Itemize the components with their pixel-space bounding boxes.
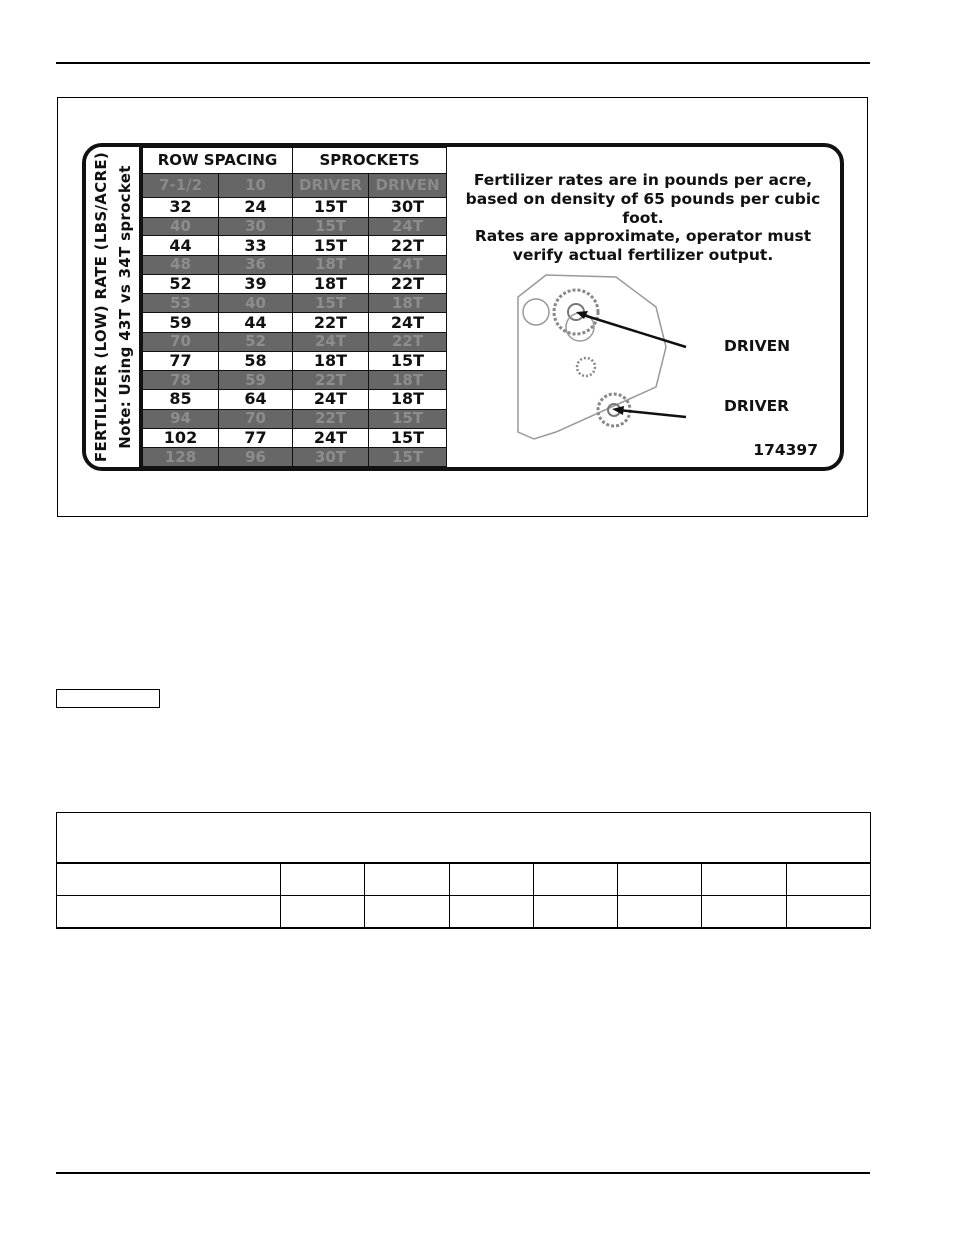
rate-row bbox=[143, 351, 447, 371]
table-cell bbox=[281, 896, 365, 929]
subheader-cell: 10 bbox=[219, 173, 293, 197]
rate-row bbox=[143, 274, 447, 294]
rate-cell: 59 bbox=[143, 313, 219, 333]
table-cell bbox=[57, 896, 281, 929]
decal-notes-panel bbox=[446, 147, 840, 467]
rate-cell: 30T bbox=[293, 448, 369, 467]
rate-cell: 78 bbox=[143, 371, 219, 390]
rate-row bbox=[143, 197, 447, 217]
row-spacing-header: ROW SPACING bbox=[143, 148, 293, 174]
rate-cell: 22T bbox=[369, 274, 447, 294]
rate-cell: 15T bbox=[369, 448, 447, 467]
rate-cell: 24T bbox=[369, 313, 447, 333]
rate-cell: 30T bbox=[369, 197, 447, 217]
rate-cell: 22T bbox=[293, 371, 369, 390]
approximate-note bbox=[446, 227, 840, 265]
rate-cell: 58 bbox=[219, 351, 293, 371]
rate-row bbox=[143, 428, 447, 448]
rate-cell: 18T bbox=[369, 390, 447, 410]
rate-table-subheader bbox=[143, 173, 447, 197]
rate-cell: 77 bbox=[143, 351, 219, 371]
sprocket-diagram bbox=[506, 267, 726, 442]
rate-row bbox=[143, 371, 447, 390]
rate-cell: 94 bbox=[143, 409, 219, 428]
rate-cell: 44 bbox=[143, 236, 219, 256]
rate-cell: 24T bbox=[369, 217, 447, 236]
rate-cell: 24 bbox=[219, 197, 293, 217]
footer-rule bbox=[56, 1172, 870, 1174]
rate-cell: 40 bbox=[219, 294, 293, 313]
table-cell bbox=[787, 896, 871, 929]
rate-cell: 15T bbox=[369, 409, 447, 428]
rate-row bbox=[143, 217, 447, 236]
driven-label: DRIVEN bbox=[724, 337, 791, 355]
part-number: 174397 bbox=[753, 441, 818, 459]
rate-cell: 52 bbox=[143, 274, 219, 294]
rate-cell: 44 bbox=[219, 313, 293, 333]
rate-cell: 18T bbox=[293, 256, 369, 275]
rate-cell: 96 bbox=[219, 448, 293, 467]
side-title: FERTILIZER (LOW) RATE (LBS/ACRE) bbox=[91, 151, 110, 463]
rate-cell: 39 bbox=[219, 274, 293, 294]
driver-label: DRIVER bbox=[724, 397, 790, 415]
rate-row bbox=[143, 448, 447, 467]
rate-row bbox=[143, 294, 447, 313]
rate-row bbox=[143, 332, 447, 351]
table-cell bbox=[450, 896, 534, 929]
rate-row bbox=[143, 390, 447, 410]
rate-cell: 24T bbox=[369, 256, 447, 275]
rate-cell: 59 bbox=[219, 371, 293, 390]
rate-table-header bbox=[143, 148, 447, 174]
table-row bbox=[57, 863, 871, 896]
empty-table-title-row bbox=[57, 813, 871, 864]
table-cell bbox=[534, 896, 618, 929]
table-cell bbox=[787, 863, 871, 896]
rate-cell: 15T bbox=[293, 294, 369, 313]
rate-table bbox=[142, 147, 447, 467]
rate-cell: 30 bbox=[219, 217, 293, 236]
fertilizer-rate-decal bbox=[82, 143, 844, 471]
rate-cell: 24T bbox=[293, 390, 369, 410]
table-cell bbox=[702, 863, 787, 896]
rate-cell: 64 bbox=[219, 390, 293, 410]
rate-cell: 48 bbox=[143, 256, 219, 275]
rate-cell: 15T bbox=[293, 217, 369, 236]
rate-cell: 18T bbox=[293, 351, 369, 371]
table-cell bbox=[365, 863, 450, 896]
density-note-line: based on density of 65 pounds per cubic foot. bbox=[465, 190, 821, 227]
approximate-note-line: verify actual fertilizer output. bbox=[512, 246, 774, 264]
rate-cell: 52 bbox=[219, 332, 293, 351]
rate-cell: 70 bbox=[219, 409, 293, 428]
rate-cell: 85 bbox=[143, 390, 219, 410]
rate-cell: 22T bbox=[293, 409, 369, 428]
rate-row bbox=[143, 236, 447, 256]
density-note bbox=[446, 171, 840, 228]
table-cell bbox=[365, 896, 450, 929]
rate-cell: 18T bbox=[369, 371, 447, 390]
subheader-cell: DRIVER bbox=[293, 173, 369, 197]
header-rule bbox=[56, 62, 870, 64]
rate-cell: 18T bbox=[369, 294, 447, 313]
rate-cell: 22T bbox=[369, 236, 447, 256]
side-note: Note: Using 43T vs 34T sprocket bbox=[115, 165, 134, 449]
table-cell bbox=[702, 896, 787, 929]
rate-cell: 24T bbox=[293, 428, 369, 448]
table-cell bbox=[57, 813, 871, 864]
table-cell bbox=[618, 863, 702, 896]
rate-cell: 24T bbox=[293, 332, 369, 351]
rate-cell: 18T bbox=[293, 274, 369, 294]
rate-cell: 53 bbox=[143, 294, 219, 313]
table-cell bbox=[618, 896, 702, 929]
table-cell bbox=[57, 863, 281, 896]
table-cell bbox=[450, 863, 534, 896]
rate-row bbox=[143, 256, 447, 275]
rate-cell: 33 bbox=[219, 236, 293, 256]
rate-cell: 36 bbox=[219, 256, 293, 275]
table-row bbox=[57, 896, 871, 929]
table-cell bbox=[281, 863, 365, 896]
rate-row bbox=[143, 313, 447, 333]
rate-cell: 70 bbox=[143, 332, 219, 351]
rate-cell: 128 bbox=[143, 448, 219, 467]
rate-cell: 22T bbox=[293, 313, 369, 333]
rate-cell: 77 bbox=[219, 428, 293, 448]
rate-cell: 40 bbox=[143, 217, 219, 236]
rate-cell: 32 bbox=[143, 197, 219, 217]
rate-cell: 102 bbox=[143, 428, 219, 448]
rate-cell: 15T bbox=[293, 197, 369, 217]
approximate-note-line: Rates are approximate, operator must bbox=[474, 227, 812, 245]
rate-cell: 15T bbox=[369, 428, 447, 448]
table-cell bbox=[534, 863, 618, 896]
density-note-line: Fertilizer rates are in pounds per acre, bbox=[473, 171, 813, 189]
subheader-cell: DRIVEN bbox=[369, 173, 447, 197]
empty-table bbox=[56, 812, 871, 929]
rate-row bbox=[143, 409, 447, 428]
decal-side-label bbox=[86, 147, 142, 467]
rate-cell: 15T bbox=[369, 351, 447, 371]
rate-cell: 22T bbox=[369, 332, 447, 351]
subheader-cell: 7-1/2 bbox=[143, 173, 219, 197]
rate-cell: 15T bbox=[293, 236, 369, 256]
sprockets-header: SPROCKETS bbox=[293, 148, 447, 174]
label-box bbox=[56, 689, 160, 708]
